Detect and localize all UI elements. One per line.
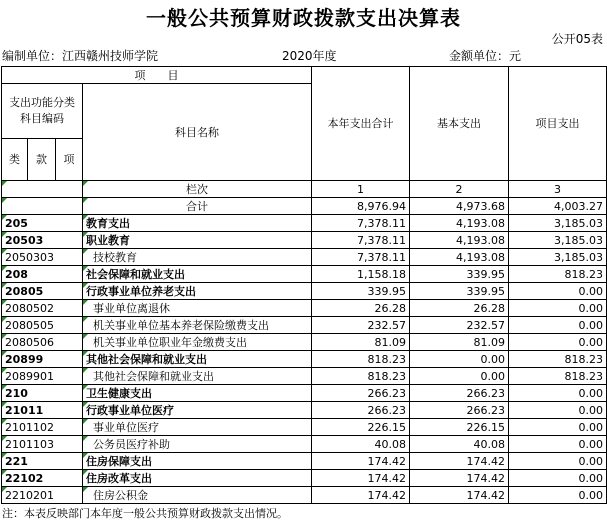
row-subject-name: 教育支出: [83, 215, 312, 232]
row-basic: 226.15: [410, 419, 509, 436]
fiscal-year: 2020年度: [282, 49, 337, 63]
row-total: 266.23: [312, 385, 410, 402]
row-code: 221: [2, 453, 83, 470]
row-basic: 0.00: [410, 351, 509, 368]
total-amount: 8,976.94: [312, 198, 410, 215]
row-subject-name: 其他社会保障和就业支出: [83, 368, 312, 385]
row-project: 0.00: [509, 300, 607, 317]
row-code: 205: [2, 215, 83, 232]
row-code: 210: [2, 385, 83, 402]
table-row: [2, 317, 607, 334]
row-project: 0.00: [509, 419, 607, 436]
row-total: 26.28: [312, 300, 410, 317]
total-basic: 4,973.68: [410, 198, 509, 215]
header-lei: 类: [2, 139, 28, 181]
lanci-blank: [2, 181, 83, 198]
row-project: 818.23: [509, 368, 607, 385]
row-subject-name: 住房保障支出: [83, 453, 312, 470]
row-total: 1,158.18: [312, 266, 410, 283]
expenditure-table: [1, 66, 607, 504]
col-num-3: 3: [509, 181, 607, 198]
row-subject-name: 社会保障和就业支出: [83, 266, 312, 283]
row-subject-name: 职业教育: [83, 232, 312, 249]
row-subject-name: 其他社会保障和就业支出: [83, 351, 312, 368]
row-total: 339.95: [312, 283, 410, 300]
col-num-1: 1: [312, 181, 410, 198]
row-code: 20503: [2, 232, 83, 249]
table-row: [2, 368, 607, 385]
row-basic: 4,193.08: [410, 215, 509, 232]
page-title: 一般公共预算财政拨款支出决算表: [146, 6, 461, 30]
row-subject-name: 卫生健康支出: [83, 385, 312, 402]
row-subject-name: 行政事业单位医疗: [83, 402, 312, 419]
row-total: 81.09: [312, 334, 410, 351]
header-total: 本年支出合计: [312, 67, 410, 181]
row-basic: 81.09: [410, 334, 509, 351]
row-code: 2080502: [2, 300, 83, 317]
row-total: 266.23: [312, 402, 410, 419]
row-subject-name: 事业单位医疗: [83, 419, 312, 436]
row-project: 0.00: [509, 385, 607, 402]
row-code: 21011: [2, 402, 83, 419]
row-basic: 4,193.08: [410, 232, 509, 249]
table-row: [2, 453, 607, 470]
header-func-code: 支出功能分类科目编码: [2, 84, 83, 139]
row-code: 208: [2, 266, 83, 283]
row-code: 20805: [2, 283, 83, 300]
row-project: 818.23: [509, 351, 607, 368]
header-kuan: 款: [28, 139, 56, 181]
row-project: 0.00: [509, 436, 607, 453]
row-basic: 4,193.08: [410, 249, 509, 266]
table-row: [2, 351, 607, 368]
table-row: [2, 249, 607, 266]
row-code: 2080505: [2, 317, 83, 334]
row-total: 226.15: [312, 419, 410, 436]
row-total: 7,378.11: [312, 232, 410, 249]
row-total: 174.42: [312, 487, 410, 504]
row-code: 2101103: [2, 436, 83, 453]
row-project: 0.00: [509, 334, 607, 351]
row-code: 20899: [2, 351, 83, 368]
table-row: [2, 266, 607, 283]
table-row: [2, 487, 607, 504]
row-subject-name: 机关事业单位职业年金缴费支出: [83, 334, 312, 351]
row-subject-name: 公务员医疗补助: [83, 436, 312, 453]
header-subject-name: 科目名称: [83, 84, 312, 181]
row-basic: 266.23: [410, 402, 509, 419]
row-code: 2210201: [2, 487, 83, 504]
row-total: 40.08: [312, 436, 410, 453]
row-subject-name: 技校教育: [83, 249, 312, 266]
row-total: 818.23: [312, 368, 410, 385]
table-row: [2, 402, 607, 419]
row-code: 2080506: [2, 334, 83, 351]
row-total: 232.57: [312, 317, 410, 334]
total-code-blank: [2, 198, 83, 215]
row-total: 7,378.11: [312, 215, 410, 232]
row-project: 3,185.03: [509, 215, 607, 232]
row-basic: 174.42: [410, 453, 509, 470]
header-project: 项目支出: [509, 67, 607, 181]
total-label: 合计: [83, 198, 312, 215]
row-basic: 339.95: [410, 283, 509, 300]
row-code: 2050303: [2, 249, 83, 266]
row-total: 818.23: [312, 351, 410, 368]
row-project: 3,185.03: [509, 249, 607, 266]
compiling-unit: 编制单位：江西赣州技师学院: [2, 49, 159, 63]
row-project: 0.00: [509, 487, 607, 504]
table-row: [2, 334, 607, 351]
row-basic: 0.00: [410, 368, 509, 385]
header-xiang: 项: [56, 139, 83, 181]
row-project: 3,185.03: [509, 232, 607, 249]
row-subject-name: 行政事业单位养老支出: [83, 283, 312, 300]
table-row: [2, 436, 607, 453]
table-row: [2, 419, 607, 436]
table-row: [2, 283, 607, 300]
row-project: 0.00: [509, 402, 607, 419]
row-project: 0.00: [509, 283, 607, 300]
row-project: 0.00: [509, 470, 607, 487]
row-basic: 174.42: [410, 487, 509, 504]
table-row: [2, 470, 607, 487]
row-subject-name: 住房公积金: [83, 487, 312, 504]
row-project: 0.00: [509, 317, 607, 334]
row-basic: 266.23: [410, 385, 509, 402]
row-basic: 174.42: [410, 470, 509, 487]
table-row: [2, 385, 607, 402]
row-subject-name: 住房改革支出: [83, 470, 312, 487]
row-subject-name: 事业单位离退休: [83, 300, 312, 317]
header-item-group: 项 目: [2, 67, 312, 84]
row-code: 2101102: [2, 419, 83, 436]
row-total: 174.42: [312, 470, 410, 487]
row-code: 2089901: [2, 368, 83, 385]
table-note: 注：本表反映部门本年度一般公共预算财政拨款支出情况。: [2, 507, 288, 520]
row-basic: 232.57: [410, 317, 509, 334]
table-row: [2, 215, 607, 232]
total-project: 4,003.27: [509, 198, 607, 215]
row-project: 0.00: [509, 453, 607, 470]
row-code: 22102: [2, 470, 83, 487]
row-total: 7,378.11: [312, 249, 410, 266]
table-row: [2, 300, 607, 317]
row-total: 174.42: [312, 453, 410, 470]
col-num-2: 2: [410, 181, 509, 198]
header-basic: 基本支出: [410, 67, 509, 181]
table-row: [2, 232, 607, 249]
row-basic: 26.28: [410, 300, 509, 317]
row-basic: 40.08: [410, 436, 509, 453]
lanci-label: 栏次: [83, 181, 312, 198]
form-number: 公开05表: [551, 32, 603, 46]
row-subject-name: 机关事业单位基本养老保险缴费支出: [83, 317, 312, 334]
row-project: 818.23: [509, 266, 607, 283]
currency-unit: 金额单位：元: [449, 49, 522, 63]
row-basic: 339.95: [410, 266, 509, 283]
